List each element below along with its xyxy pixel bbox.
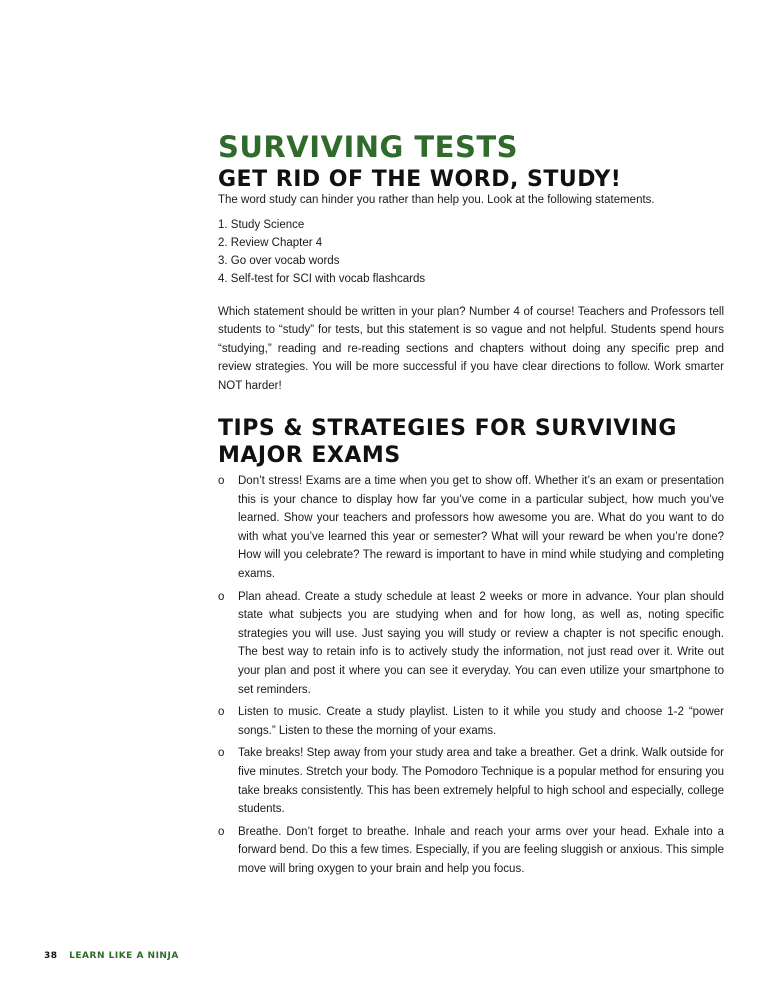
page-footer	[44, 951, 179, 961]
tip-item	[218, 823, 724, 879]
statement-list	[218, 216, 724, 288]
explanation-paragraph: Which statement should be written in your plan? Number 4 of course! Teachers and Professors tell students to “study” for tests, but this statement is so vague and not helpful. Students spend hours “studying,” reading and re-reading sections and chapters without doing any specific prep and review strategies. You will be more successful if you have clear directions to follow. Work smarter NOT harder!	[218, 306, 724, 392]
section-intro: The word study can hinder you rather than help you. Look at the following statements.	[218, 194, 655, 206]
statement-item: 4. Self-test for SCI with vocab flashcards	[218, 273, 426, 285]
page-number: 38	[44, 951, 58, 961]
bullet-marker: o	[218, 475, 225, 488]
tip-text: Don’t stress! Exams are a time when you get to show off. Whether it’s an exam or presentation this is your chance to display how far you’ve come in a particular subject, how much you’ve learned. Show your teachers and professors how awesome you are. What do you want to do with what you’ve learned this year or semester? What will your reward be when you’re done? How will you celebrate? The reward is important to have in mind while studying and completing exams.	[238, 475, 724, 580]
statement-item: 2. Review Chapter 4	[218, 237, 323, 249]
section-heading-study: GET RID OF THE WORD, STUDY!	[218, 167, 622, 192]
statement-item: 3. Go over vocab words	[218, 255, 340, 267]
tip-text: Take breaks! Step away from your study area and take a breather. Get a drink. Walk outside for five minutes. Stretch your body. The Pomodoro Technique is a popular method for ensuring you take breaks consistently. This has been extremely helpful to high school and especially, college students.	[238, 747, 724, 816]
book-title: LEARN LIKE A NINJA	[69, 951, 179, 961]
page-title: SURVIVING TESTS	[218, 130, 519, 164]
statement-item: 1. Study Science	[218, 219, 305, 231]
tip-item	[218, 744, 724, 818]
tip-text: Plan ahead. Create a study schedule at least 2 weeks or more in advance. Your plan should state what subjects you are studying when and for how long, as well as, noting specific strategies you will use. Just saying you will study or review a chapter is not specific enough. The best way to retain info is to actively study the information, not just read over it. Write out your plan and post it where you can see it everyday. You can even utilize your smartphone to set reminders.	[238, 590, 724, 696]
section-heading-tips: TIPS & STRATEGIES FOR SURVIVING MAJOR EXAMS	[218, 416, 677, 469]
bullet-marker: o	[218, 825, 225, 838]
bullet-marker: o	[218, 747, 225, 760]
tip-item	[218, 472, 724, 584]
tips-list	[218, 472, 724, 878]
tip-item	[218, 703, 724, 740]
tip-text: Breathe. Don’t forget to breathe. Inhale and reach your arms over your head. Exhale into a forward bend. Do this a few times. Especially, if you are feeling sluggish or anxious. This simple move will bring oxygen to your brain and help you focus.	[238, 825, 724, 875]
tip-item	[218, 588, 724, 700]
page-content	[218, 130, 724, 883]
bullet-marker: o	[218, 590, 225, 603]
bullet-marker: o	[218, 706, 225, 719]
tip-text: Listen to music. Create a study playlist. Listen to it while you study and choose 1-2 “power songs.” Listen to these the morning of your exams.	[238, 706, 724, 737]
